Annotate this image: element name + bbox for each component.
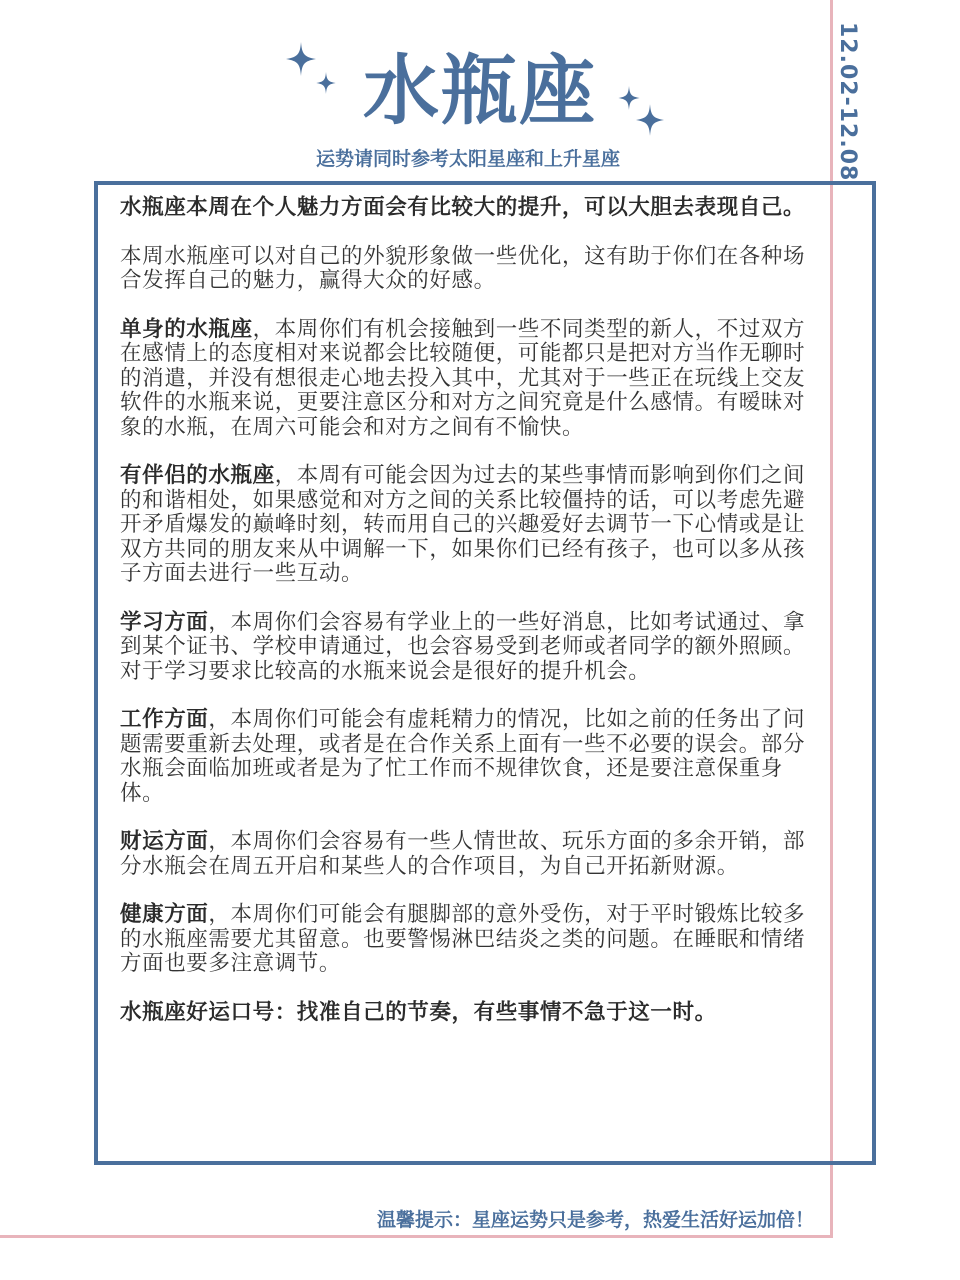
section-heading: 工作方面 bbox=[120, 707, 209, 732]
section-heading: 单身的水瓶座 bbox=[120, 316, 253, 342]
section-health bbox=[120, 903, 820, 977]
pink-frame-horizontal-line bbox=[0, 1235, 833, 1238]
section-wealth bbox=[120, 830, 820, 879]
section-text: ，本周有可能会因为过去的某些事情而影响到你们之间的和谐相处，如果感觉和对方之间的关系比较僵持的话，可以考虑先避开矛盾爆发的巅峰时刻，转而用自己的兴趣爱好去调节一下心情或是让双方共同的朋友来从中调解一下，如果你们已经有孩子，也可以多从孩子方面去进行一些互动。 bbox=[120, 463, 806, 586]
section-work bbox=[120, 708, 820, 806]
footer-tip: 温馨提示：星座运势只是参考，热爱生活好运加倍！ bbox=[376, 1209, 814, 1231]
date-range: 12.02-12.08 bbox=[835, 22, 860, 182]
section-heading: 财运方面 bbox=[120, 829, 209, 854]
section-text: ，本周你们有机会接触到一些不同类型的新人，不过双方在感情上的态度相对来说都会比较随便，可能都只是把对方当作无聊时的消遣，并没有想很走心地去投入其中，尤其对于一些正在玩线上交友软件的水瓶来说，更要注意区分和对方之间究竟是什么感情。有暧昧对象的水瓶，在周六可能会和对方之间有不愉快。 bbox=[120, 316, 806, 440]
section-heading: 有伴侣的水瓶座 bbox=[120, 463, 275, 488]
horoscope-content bbox=[120, 196, 820, 1049]
section-partner bbox=[120, 464, 820, 587]
intro-paragraph: 本周水瓶座可以对自己的外貌形象做一些优化，这有助于你们在各种场合发挥自己的魅力，赢得大众的好感。 bbox=[120, 243, 806, 293]
page-subtitle: 运势请同时参考太阳星座和上升星座 bbox=[315, 148, 620, 170]
section-text: ，本周你们可能会有虚耗精力的情况，比如之前的任务出了问题需要重新去处理，或者是在合作关系上面有一些不必要的误会。部分水瓶会面临加班或者是为了忙工作而不规律饮食，还是要注意保重身体。 bbox=[120, 707, 806, 806]
section-text: ，本周你们会容易有一些人情世故、玩乐方面的多余开销，部分水瓶会在周五开启和某些人的合作项目，为自己开拓新财源。 bbox=[120, 829, 806, 879]
section-heading: 学习方面 bbox=[120, 609, 209, 635]
section-text: ，本周你们可能会有腿脚部的意外受伤，对于平时锻炼比较多的水瓶座需要尤其留意。也要警惕淋巴结炎之类的问题。在睡眠和情绪方面也要多注意调节。 bbox=[120, 902, 806, 976]
section-single bbox=[120, 318, 820, 441]
section-heading: 健康方面 bbox=[120, 902, 209, 927]
lucky-slogan: 水瓶座好运口号：找准自己的节奏，有些事情不急于这一时。 bbox=[120, 999, 717, 1025]
section-study bbox=[120, 611, 820, 685]
page-title: 水瓶座 bbox=[363, 46, 597, 135]
intro-headline: 水瓶座本周在个人魅力方面会有比较大的提升，可以大胆去表现自己。 bbox=[120, 195, 806, 220]
section-text: ，本周你们会容易有学业上的一些好消息，比如考试通过、拿到某个证书、学校申请通过，也会容易受到老师或者同学的额外照顾。对于学习要求比较高的水瓶来说会是很好的提升机会。 bbox=[120, 609, 806, 684]
